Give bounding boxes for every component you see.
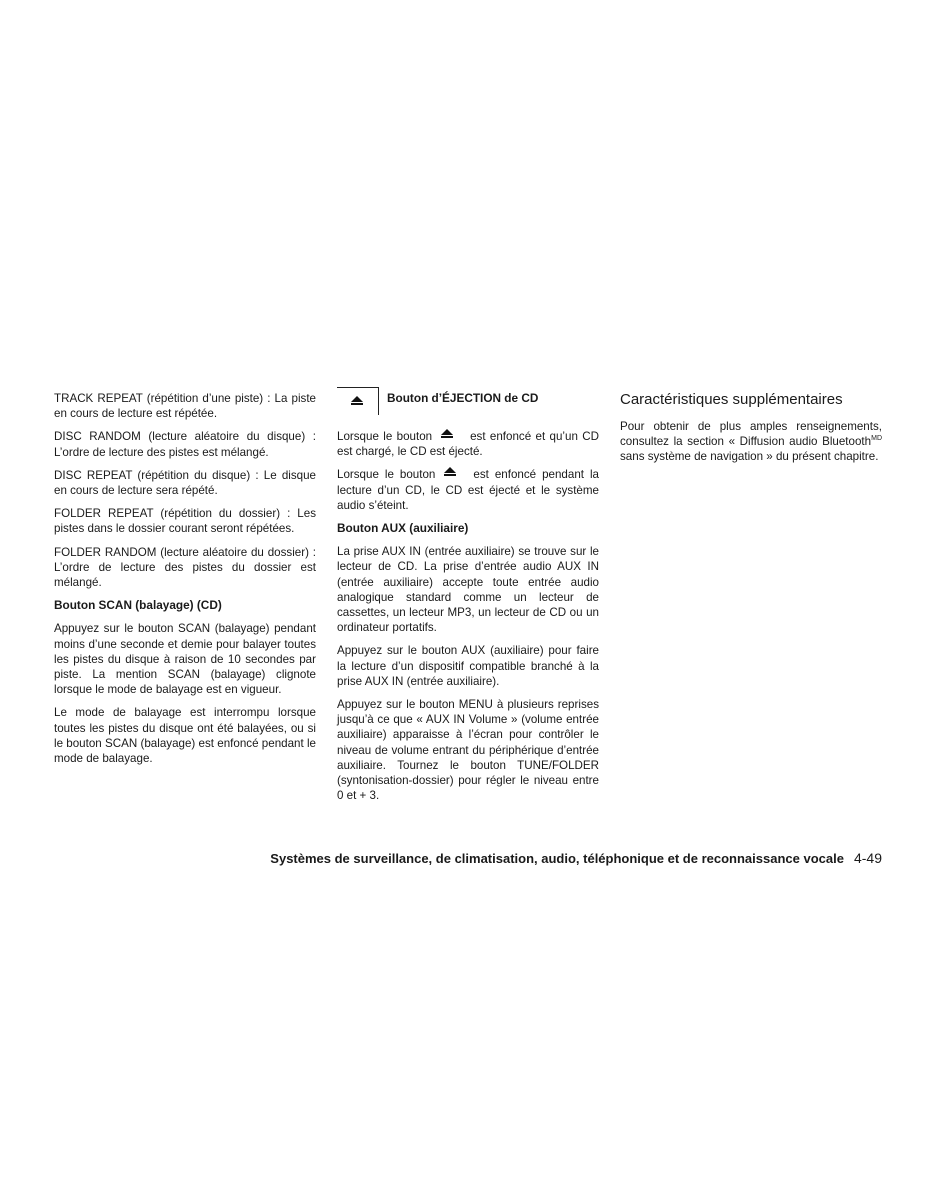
aux-paragraph-1: La prise AUX IN (entrée auxiliaire) se trouve sur le lecteur de CD. La prise d’entrée audio AUX IN (entrée auxiliaire) accepte toute entrée audio analogique standard comme un lecteur de cassettes, un lecteur MP3, un lecteur de CD ou un ordinateur portatifs. [337,545,599,635]
chapter-title: Systèmes de surveillance, de climatisation, audio, téléphonique et de reconnaissance vocale [270,851,844,866]
eject-icon [440,429,454,439]
additional-features-heading: Caractéristiques supplémentaires [620,391,843,408]
disc-repeat-paragraph: DISC REPEAT (répétition du disque) : Le disque en cours de lecture sera répété. [54,468,316,498]
aux-paragraph-2: Appuyez sur le bouton AUX (auxiliaire) pour faire la lecture d’un dispositif compatible branché à la prise AUX IN (entrée auxiliaire). [337,644,599,688]
column-middle [337,391,599,811]
page-number: 4-49 [853,850,882,866]
eject-icon [443,467,457,477]
page-footer [0,850,882,866]
eject-p1-end: est enfoncé et qu’un CD est chargé, le CD est éjecté. [337,430,600,459]
column-left [54,391,316,774]
eject-paragraph-2 [337,467,599,513]
eject-paragraph-1 [337,429,599,459]
eject-icon [350,396,364,406]
eject-section-header [337,391,599,421]
eject-icon-box [337,387,379,415]
features-text-start: Pour obtenir de plus amples renseignements, consultez la section « Diffusion audio Bluetooth [620,420,882,449]
scan-button-heading: Bouton SCAN (balayage) (CD) [54,598,222,613]
eject-p2-end: est enfoncé pendant la lecture d’un CD, le CD est éjecté et le système audio s’éteint. [337,468,600,512]
aux-button-heading: Bouton AUX (auxiliaire) [337,521,469,536]
folder-random-paragraph: FOLDER RANDOM (lecture aléatoire du dossier) : L’ordre de lecture des pistes du dossier est mélangé. [54,545,316,590]
additional-features-paragraph [620,419,882,465]
eject-button-heading: Bouton d’ÉJECTION de CD [387,391,539,405]
track-repeat-paragraph: TRACK REPEAT (répétition d’une piste) : La piste en cours de lecture est répétée. [54,392,316,421]
folder-repeat-paragraph: FOLDER REPEAT (répétition du dossier) : Les pistes dans le dossier courant seront répétées. [54,507,316,536]
disc-random-paragraph: DISC RANDOM (lecture aléatoire du disque) : L’ordre de lecture des pistes est mélangé. [54,430,316,459]
scan-interrupt-paragraph: Le mode de balayage est interrompu lorsque toutes les pistes du disque ont été balayées, ou si le bouton SCAN (balayage) est enfoncé pendant le mode de balayage. [54,706,316,766]
features-text-end: sans système de navigation » du présent chapitre. [620,450,879,464]
column-right [620,391,882,473]
eject-p1-start: Lorsque le bouton [337,430,433,443]
aux-paragraph-3: Appuyez sur le bouton MENU à plusieurs reprises jusqu’à ce que « AUX IN Volume » (volume entrée auxiliaire) apparaisse à l’écran pour contrôler le niveau de volume entrant du périphérique d’entrée auxiliaire. Tournez le bouton TUNE/FOLDER (syntonisation-dossier) pour régler le niveau entre 0 et + 3. [337,698,599,803]
eject-p2-start: Lorsque le bouton [337,468,436,482]
trademark-superscript: MD [871,435,882,443]
scan-description-paragraph: Appuyez sur le bouton SCAN (balayage) pendant moins d’une seconde et demie pour balayer toutes les pistes du disque à raison de 10 secondes par piste. La mention SCAN (balayage) clignote lorsque le mode de balayage est en vigueur. [54,622,316,697]
